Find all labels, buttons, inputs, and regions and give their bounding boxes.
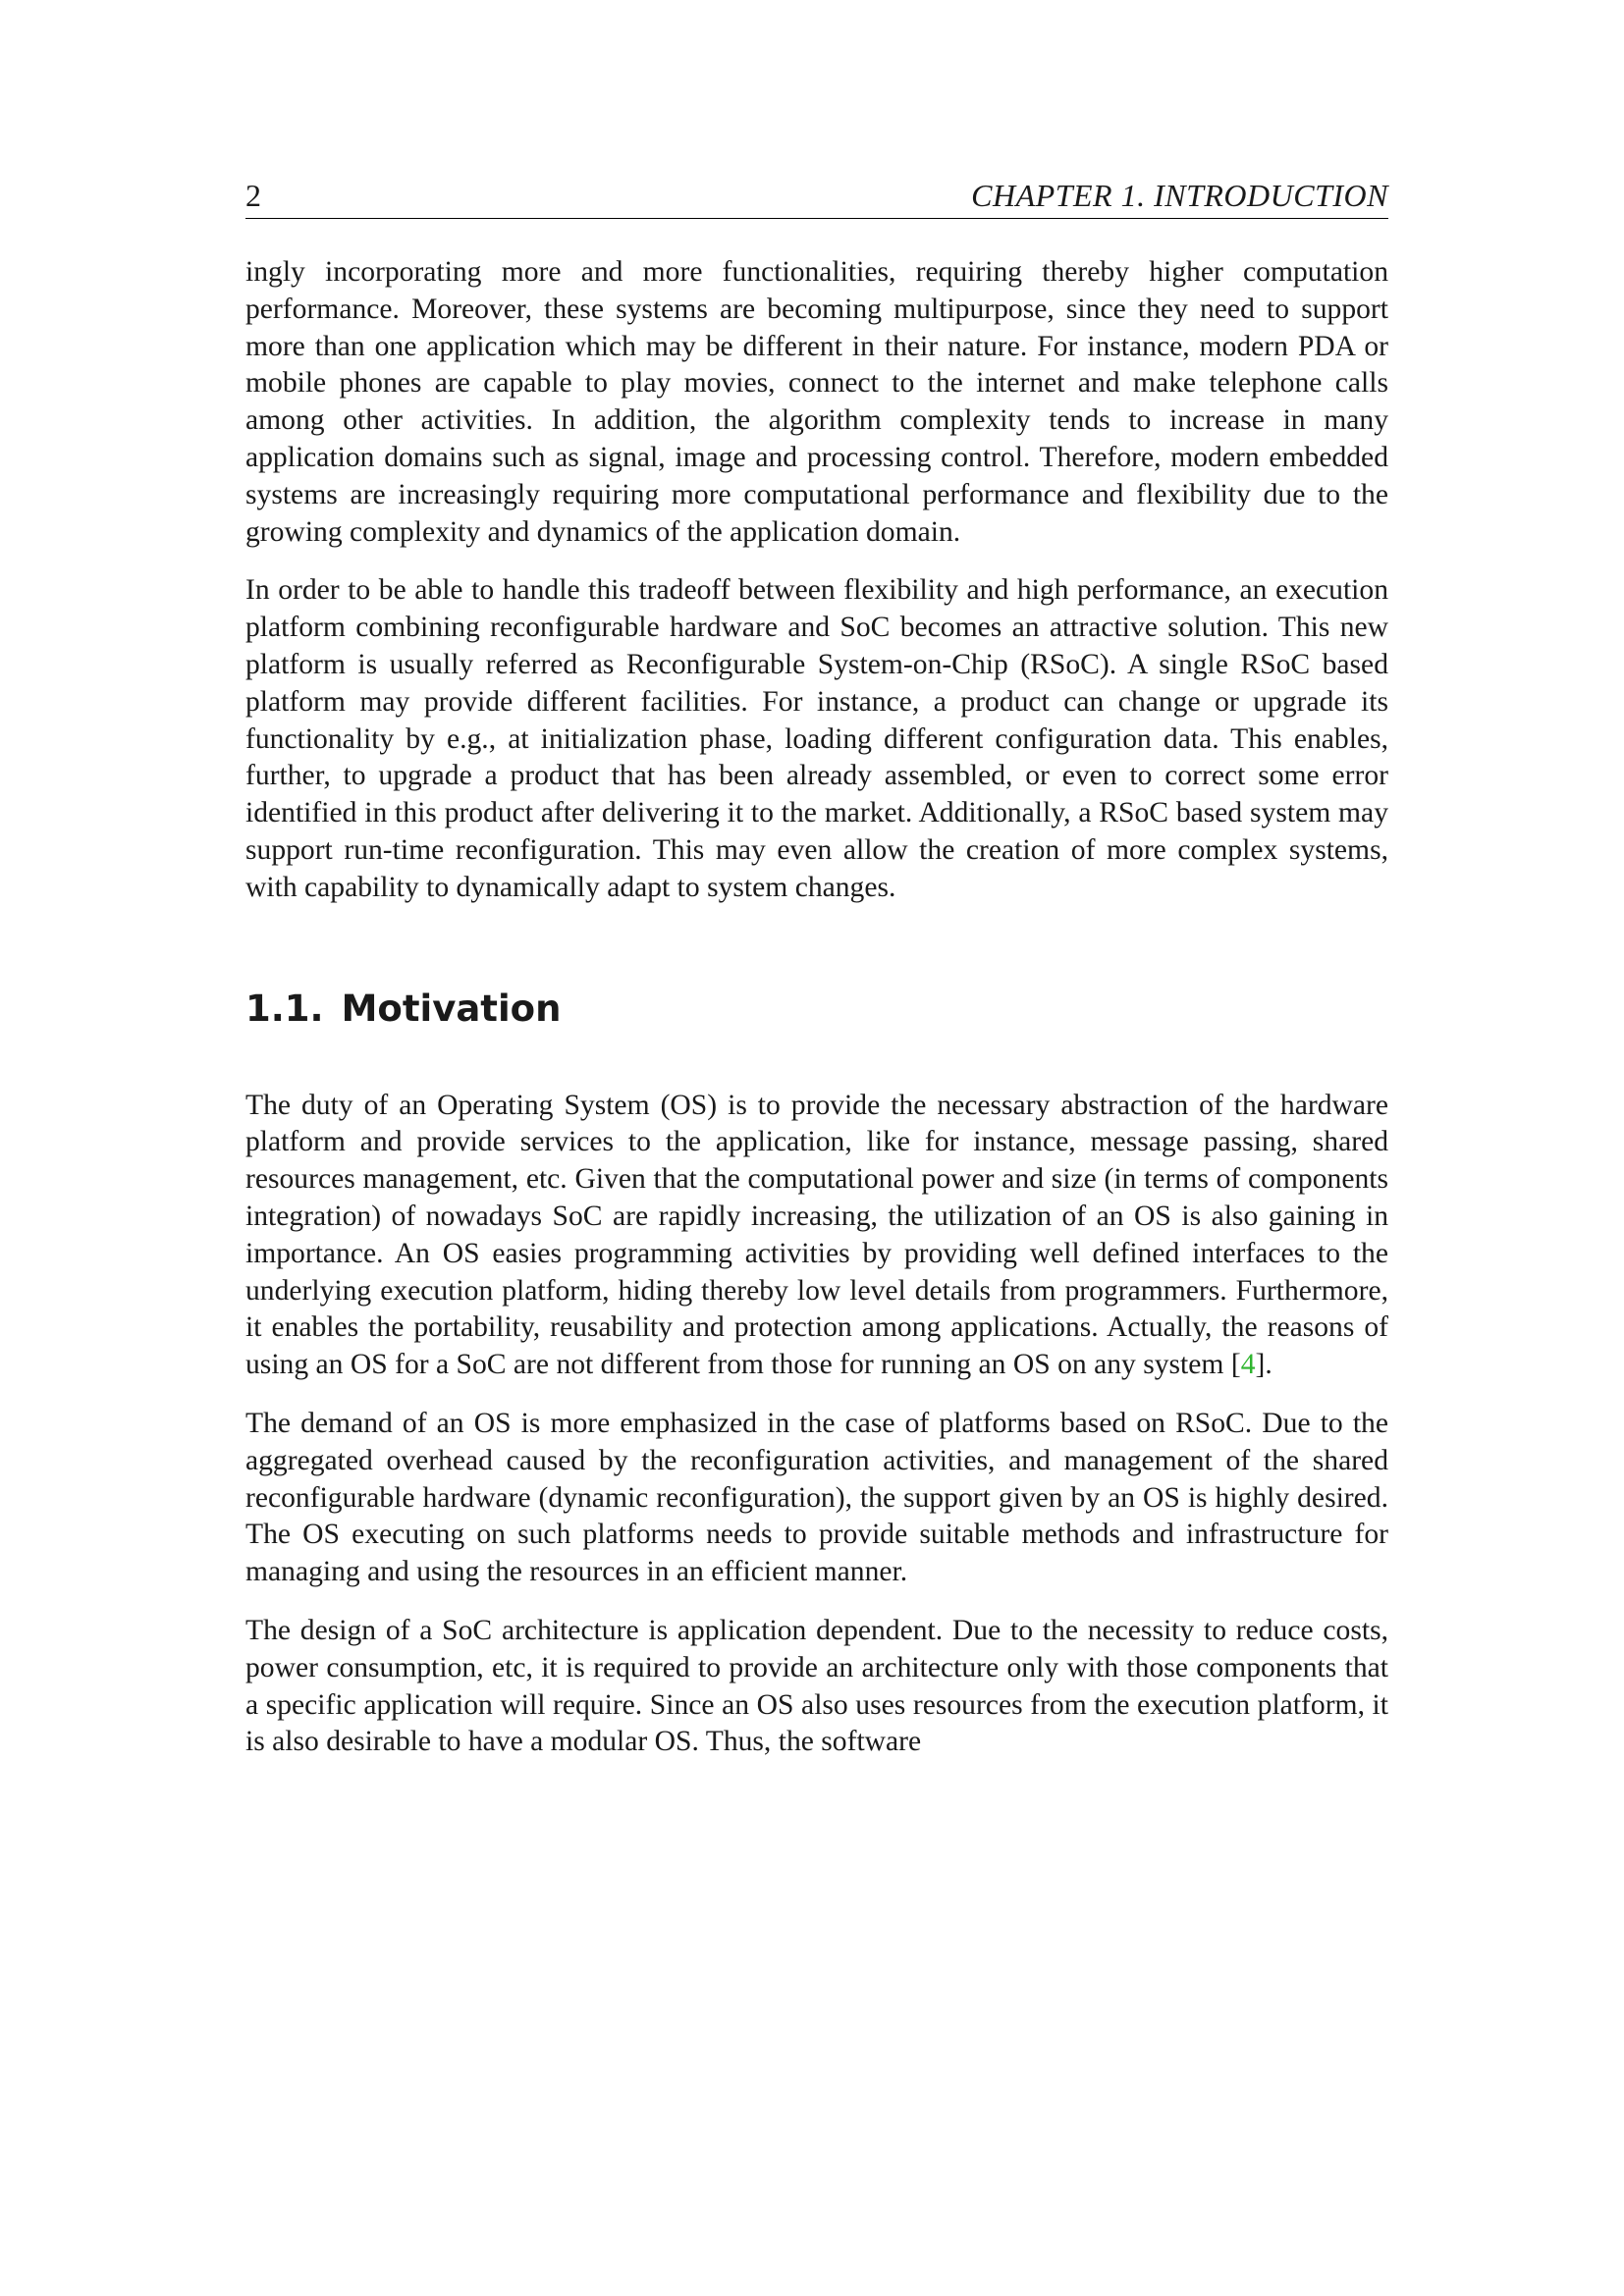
motivation-paragraph-3: The design of a SoC architecture is application dependent. Due to the necessity to reduce costs, power consumption, etc, it is required to provide an architecture only with those components that a specific application will require. Since an OS also uses resources from the execution platform, it is also desirable to have a modular OS. Thus, the software — [245, 1614, 1388, 1758]
citation-link[interactable]: 4 — [1240, 1349, 1256, 1381]
intro-paragraph-1: ingly incorporating more and more functionalities, requiring thereby higher computation performance. Moreover, these systems are becoming multipurpose, since they need to support more than one application which may be different in their nature. For instance, modern PDA or mobile phones are capable to play movies, connect to the internet and make telephone calls among other activities. In addition, the algorithm complexity tends to increase in many application domains such as signal, image and processing control. Therefore, modern embedded systems are increasingly requiring more computational performance and flexibility due to the growing complexity and dynamics of the application domain. — [245, 256, 1388, 548]
chapter-title: CHAPTER 1. INTRODUCTION — [971, 178, 1388, 213]
section-heading — [245, 988, 1388, 1031]
section-title: Motivation — [341, 987, 562, 1030]
intro-paragraph-2: In order to be able to handle this tradeoff between flexibility and high performance, an execution platform combining reconfigurable hardware and SoC becomes an attractive solution. This new platform is usually referred as Reconfigurable System-on-Chip (RSoC). A single RSoC based platform may provide different facilities. For instance, a product can change or upgrade its functionality by e.g., at initialization phase, loading different configuration data. This enables, further, to upgrade a product that has been already assembled, or even to correct some error identified in this product after delivering it to the market. Additionally, a RSoC based system may support run-time reconfiguration. This may even allow the creation of more complex systems, with capability to dynamically adapt to system changes. — [245, 574, 1388, 903]
citation-close-bracket: ]. — [1255, 1349, 1272, 1381]
body-text — [245, 254, 1388, 1761]
motivation-paragraph-1 — [245, 1088, 1388, 1384]
motivation-paragraph-2: The demand of an OS is more emphasized in the case of platforms based on RSoC. Due to the aggregated overhead caused by the reconfiguration activities, and management of the shared reconfigurable hardware (dynamic reconfiguration), the support given by an OS is highly desired. The OS executing on such platforms needs to provide suitable methods and infrastructure for managing and using the resources in an efficient manner. — [245, 1407, 1388, 1588]
running-header — [245, 177, 1388, 219]
motivation-paragraph-1-text: The duty of an Operating System (OS) is to provide the necessary abstraction of the hardware platform and provide services to the application, like for instance, message passing, shared resources management, etc. Given that the computational power and size (in terms of components integration) of nowadays SoC are rapidly increasing, the utilization of an OS is also gaining in importance. An OS easies programming activities by providing well defined interfaces to the underlying execution platform, hiding thereby low level details from programmers. Furthermore, it enables the portability, reusability and protection among applications. Actually, the reasons of using an OS for a SoC are not different from those for running an OS on any system — [245, 1089, 1388, 1381]
document-page — [245, 177, 1388, 1783]
section-number: 1.1. — [245, 987, 324, 1030]
citation-open-bracket: [ — [1230, 1349, 1241, 1381]
page-number: 2 — [245, 178, 261, 213]
